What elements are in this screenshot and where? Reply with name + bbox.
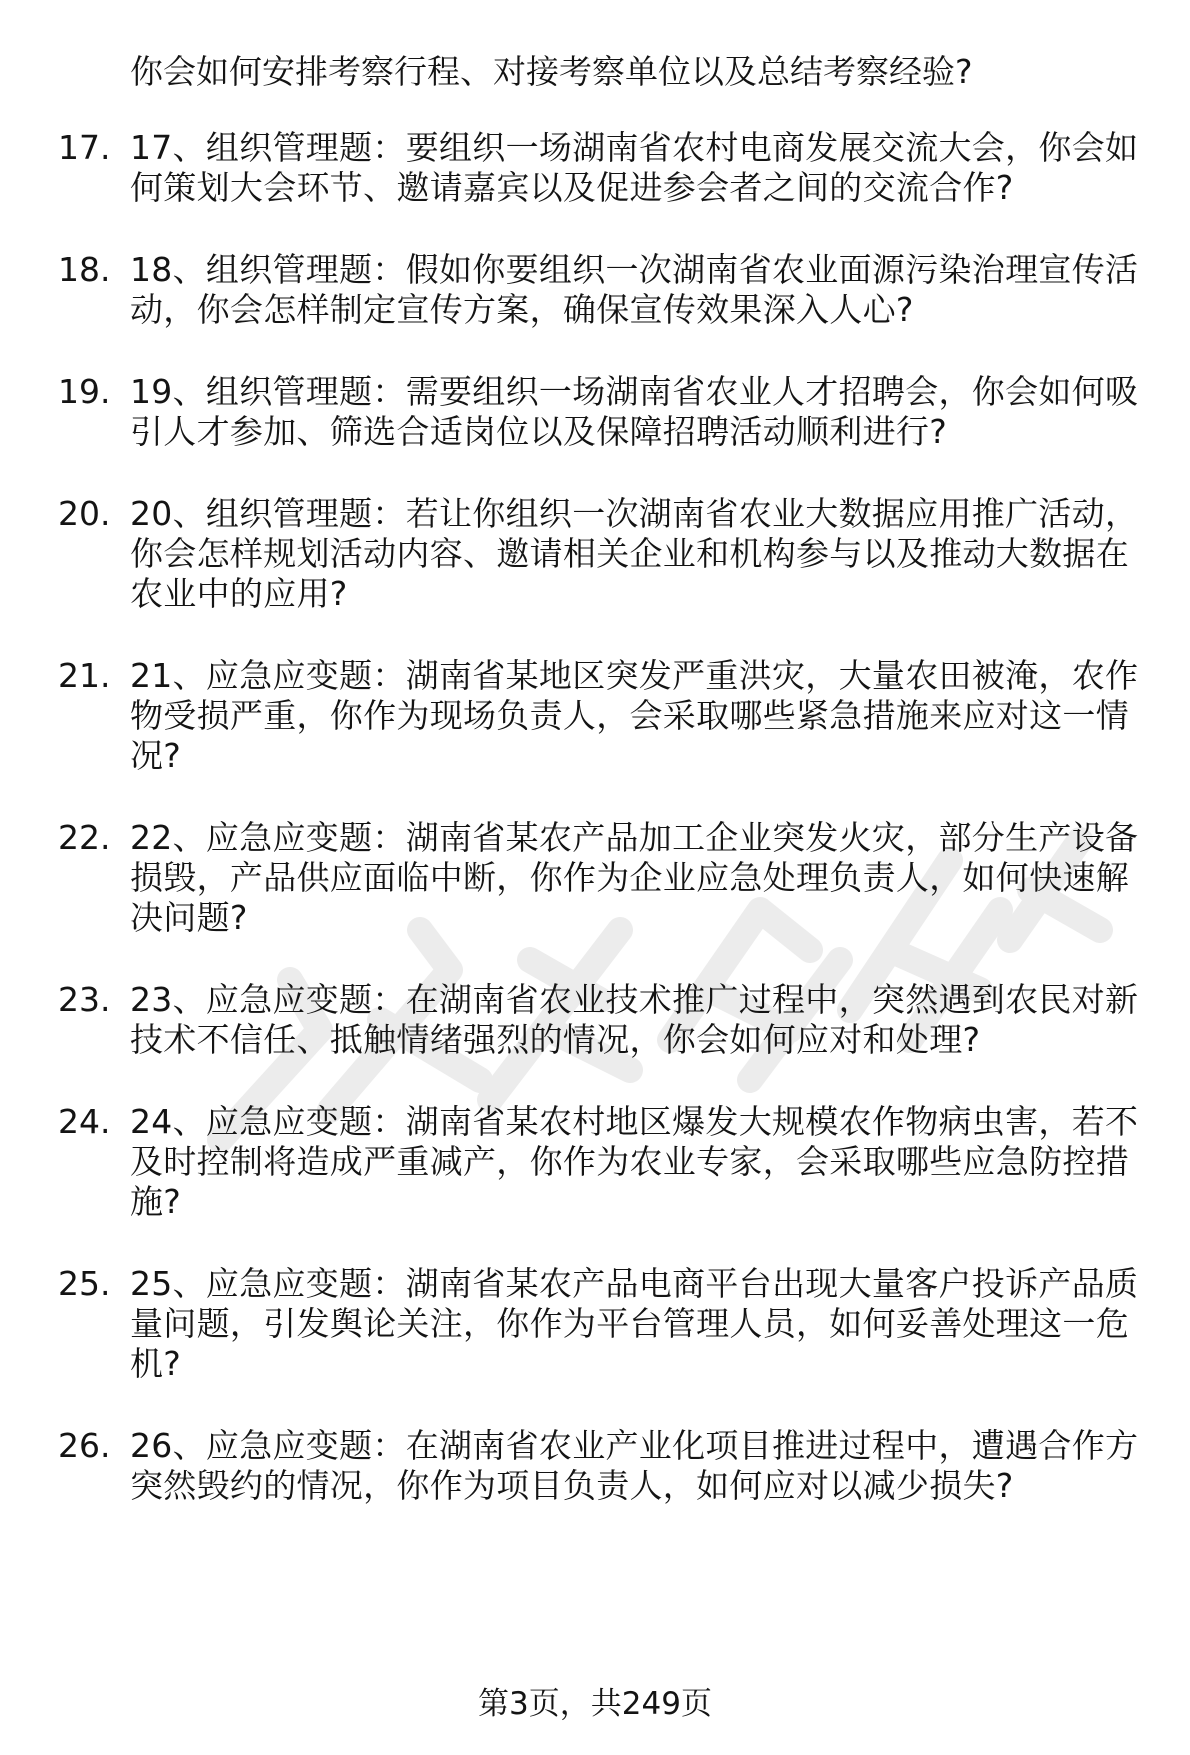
question-list — [0, 128, 1190, 1548]
question-item — [0, 818, 1190, 938]
question-text: 19、组织管理题：需要组织一场湖南省农业人才招聘会，你会如何吸引人才参加、筛选合适岗位以及保障招聘活动顺利进行? — [130, 372, 1139, 451]
question-number: 23. — [58, 980, 111, 1019]
question-item — [0, 372, 1190, 452]
question-text: 24、应急应变题：湖南省某农村地区爆发大规模农作物病虫害，若不及时控制将造成严重减产，你作为农业专家，会采取哪些应急防控措施? — [130, 1102, 1139, 1221]
question-number: 24. — [58, 1102, 111, 1141]
question-number: 25. — [58, 1264, 111, 1303]
question-text: 26、应急应变题：在湖南省农业产业化项目推进过程中，遭遇合作方突然毁约的情况，你作为项目负责人，如何应对以减少损失? — [130, 1426, 1139, 1505]
page-number-footer: 第3页，共249页 — [478, 1686, 712, 1722]
question-item — [0, 494, 1190, 614]
question-number: 20. — [58, 494, 111, 533]
question-text: 22、应急应变题：湖南省某农产品加工企业突发火灾，部分生产设备损毁，产品供应面临中断，你作为企业应急处理负责人，如何快速解决问题? — [130, 818, 1139, 937]
question-text: 17、组织管理题：要组织一场湖南省农村电商发展交流大会，你会如何策划大会环节、邀请嘉宾以及促进参会者之间的交流合作? — [130, 128, 1139, 207]
question-number: 26. — [58, 1426, 111, 1465]
question-item — [0, 128, 1190, 208]
question-number: 19. — [58, 372, 111, 411]
question-item — [0, 656, 1190, 776]
question-number: 18. — [58, 250, 111, 289]
question-item — [0, 980, 1190, 1060]
continued-question-text: 你会如何安排考察行程、对接考察单位以及总结考察经验? — [130, 52, 973, 91]
question-text: 20、组织管理题：若让你组织一次湖南省农业大数据应用推广活动，你会怎样规划活动内容、邀请相关企业和机构参与以及推动大数据在农业中的应用? — [130, 494, 1139, 613]
question-item — [0, 1426, 1190, 1506]
question-text: 25、应急应变题：湖南省某农产品电商平台出现大量客户投诉产品质量问题，引发舆论关注，你作为平台管理人员，如何妥善处理这一危机? — [130, 1264, 1139, 1383]
question-number: 21. — [58, 656, 111, 695]
question-number: 22. — [58, 818, 111, 857]
question-text: 18、组织管理题：假如你要组织一次湖南省农业面源污染治理宣传活动，你会怎样制定宣传方案，确保宣传效果深入人心? — [130, 250, 1139, 329]
question-text: 21、应急应变题：湖南省某地区突发严重洪灾，大量农田被淹，农作物受损严重，你作为现场负责人，会采取哪些紧急措施来应对这一情况? — [130, 656, 1139, 775]
question-text: 23、应急应变题：在湖南省农业技术推广过程中，突然遇到农民对新技术不信任、抵触情绪强烈的情况，你会如何应对和处理? — [130, 980, 1139, 1059]
question-number: 17. — [58, 128, 111, 167]
question-item — [0, 250, 1190, 330]
question-item — [0, 1102, 1190, 1222]
question-item — [0, 1264, 1190, 1384]
